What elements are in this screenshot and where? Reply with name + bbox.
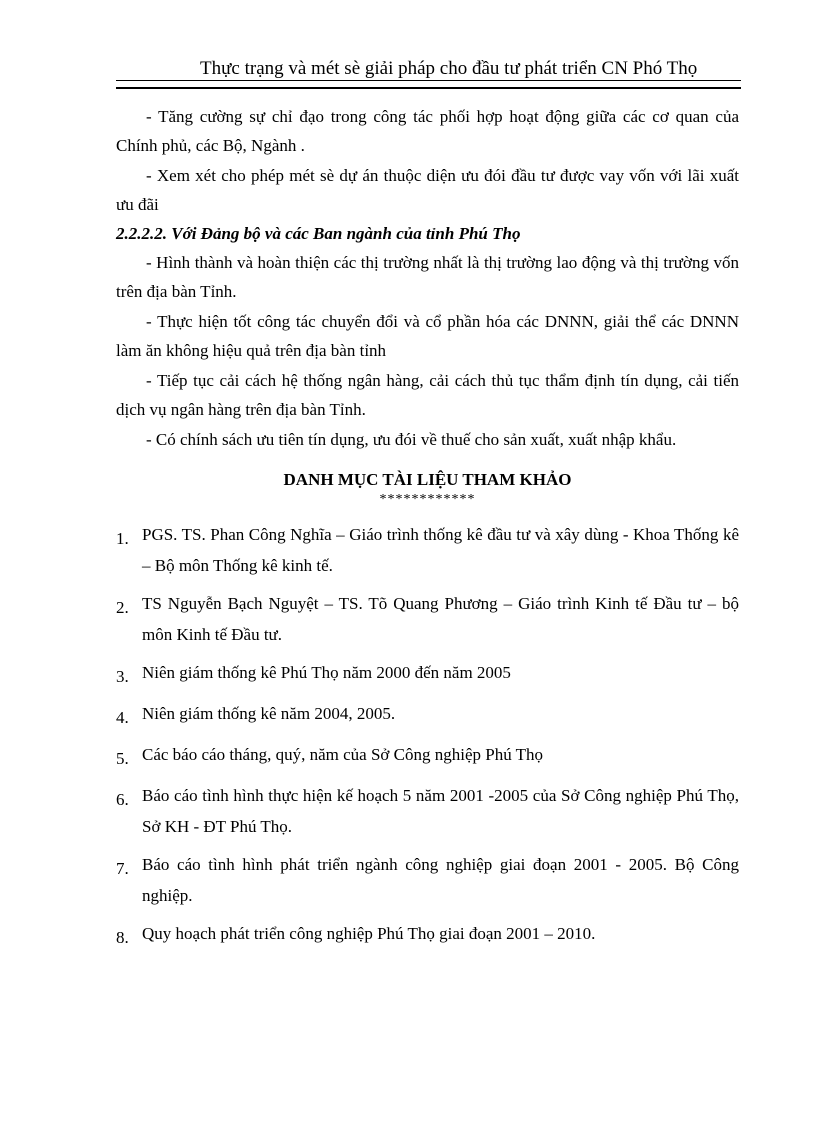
reference-text: Báo cáo tình hình thực hiện kế hoạch 5 năm 2001 -2005 của Sở Công nghiệp Phú Thọ, Sở KH - ĐT Phú Thọ. <box>142 786 739 836</box>
list-item <box>116 657 739 691</box>
list-item <box>116 698 739 732</box>
list-item <box>116 519 739 581</box>
body-paragraph: - Có chính sách ưu tiên tín dụng, ưu đói về thuế cho sản xuất, xuất nhập khẩu. <box>146 430 677 449</box>
reference-text: Niên giám thống kê năm 2004, 2005. <box>142 704 396 723</box>
reference-number: 5. <box>116 749 129 768</box>
list-item <box>116 780 739 842</box>
section-subheading: 2.2.2.2. Với Đảng bộ và các Ban ngành của tỉnh Phú Thọ <box>116 224 521 243</box>
list-item <box>116 588 739 650</box>
reference-number: 4. <box>116 708 129 727</box>
reference-number: 8. <box>116 928 129 947</box>
reference-text: Quy hoạch phát triển công nghiệp Phú Thọ giai đoạn 2001 – 2010. <box>142 924 596 943</box>
running-header-title: Thực trạng và mét sè giải pháp cho đầu tư phát triển CN Phó Thọ <box>200 58 698 79</box>
reference-text: Niên giám thống kê Phú Thọ năm 2000 đến năm 2005 <box>142 663 511 682</box>
header-rule <box>116 80 741 89</box>
reference-number: 1. <box>116 529 129 548</box>
list-item <box>116 918 739 952</box>
body-paragraph: - Tăng cường sự chỉ đạo trong công tác phối hợp hoạt động giữa các cơ quan của Chính phủ, các Bộ, Ngành . <box>116 107 739 155</box>
reference-text: Báo cáo tình hình phát triển ngành công nghiệp giai đoạn 2001 - 2005. Bộ Công nghiệp. <box>142 855 739 905</box>
reference-list <box>116 519 739 952</box>
reference-text: TS Nguyễn Bạch Nguyệt – TS. Tõ Quang Phương – Giáo trình Kinh tế Đầu tư – bộ môn Kinh tế Đầu tư. <box>142 594 739 644</box>
references-divider-stars: ************ <box>379 492 476 507</box>
reference-number: 2. <box>116 598 129 617</box>
list-item <box>116 739 739 773</box>
body-paragraph: - Thực hiện tốt công tác chuyển đổi và cổ phần hóa các DNNN, giải thể các DNNN làm ăn không hiệu quả trên địa bàn tỉnh <box>116 312 739 360</box>
references-title: DANH MỤC TÀI LIỆU THAM KHẢO <box>283 470 572 489</box>
list-item <box>116 849 739 911</box>
reference-text: PGS. TS. Phan Công Nghĩa – Giáo trình thống kê đầu tư và xây dùng - Khoa Thống kê – Bộ môn Thống kê kinh tế. <box>142 525 739 575</box>
reference-number: 6. <box>116 790 129 809</box>
reference-text: Các báo cáo tháng, quý, năm của Sở Công nghiệp Phú Thọ <box>142 745 544 764</box>
reference-number: 7. <box>116 859 129 878</box>
reference-number: 3. <box>116 667 129 686</box>
page-content <box>116 102 739 959</box>
body-paragraph: - Hình thành và hoàn thiện các thị trường nhất là thị trường lao động và thị trường vốn trên địa bàn Tỉnh. <box>116 253 739 301</box>
body-paragraph: - Xem xét cho phép mét sè dự án thuộc diện ưu đói đầu tư được vay vốn với lãi xuất ưu đãi <box>116 166 739 214</box>
body-paragraph: - Tiếp tục cải cách hệ thống ngân hàng, cải cách thủ tục thẩm định tín dụng, cải tiến dịch vụ ngân hàng trên địa bàn Tỉnh. <box>116 371 739 419</box>
